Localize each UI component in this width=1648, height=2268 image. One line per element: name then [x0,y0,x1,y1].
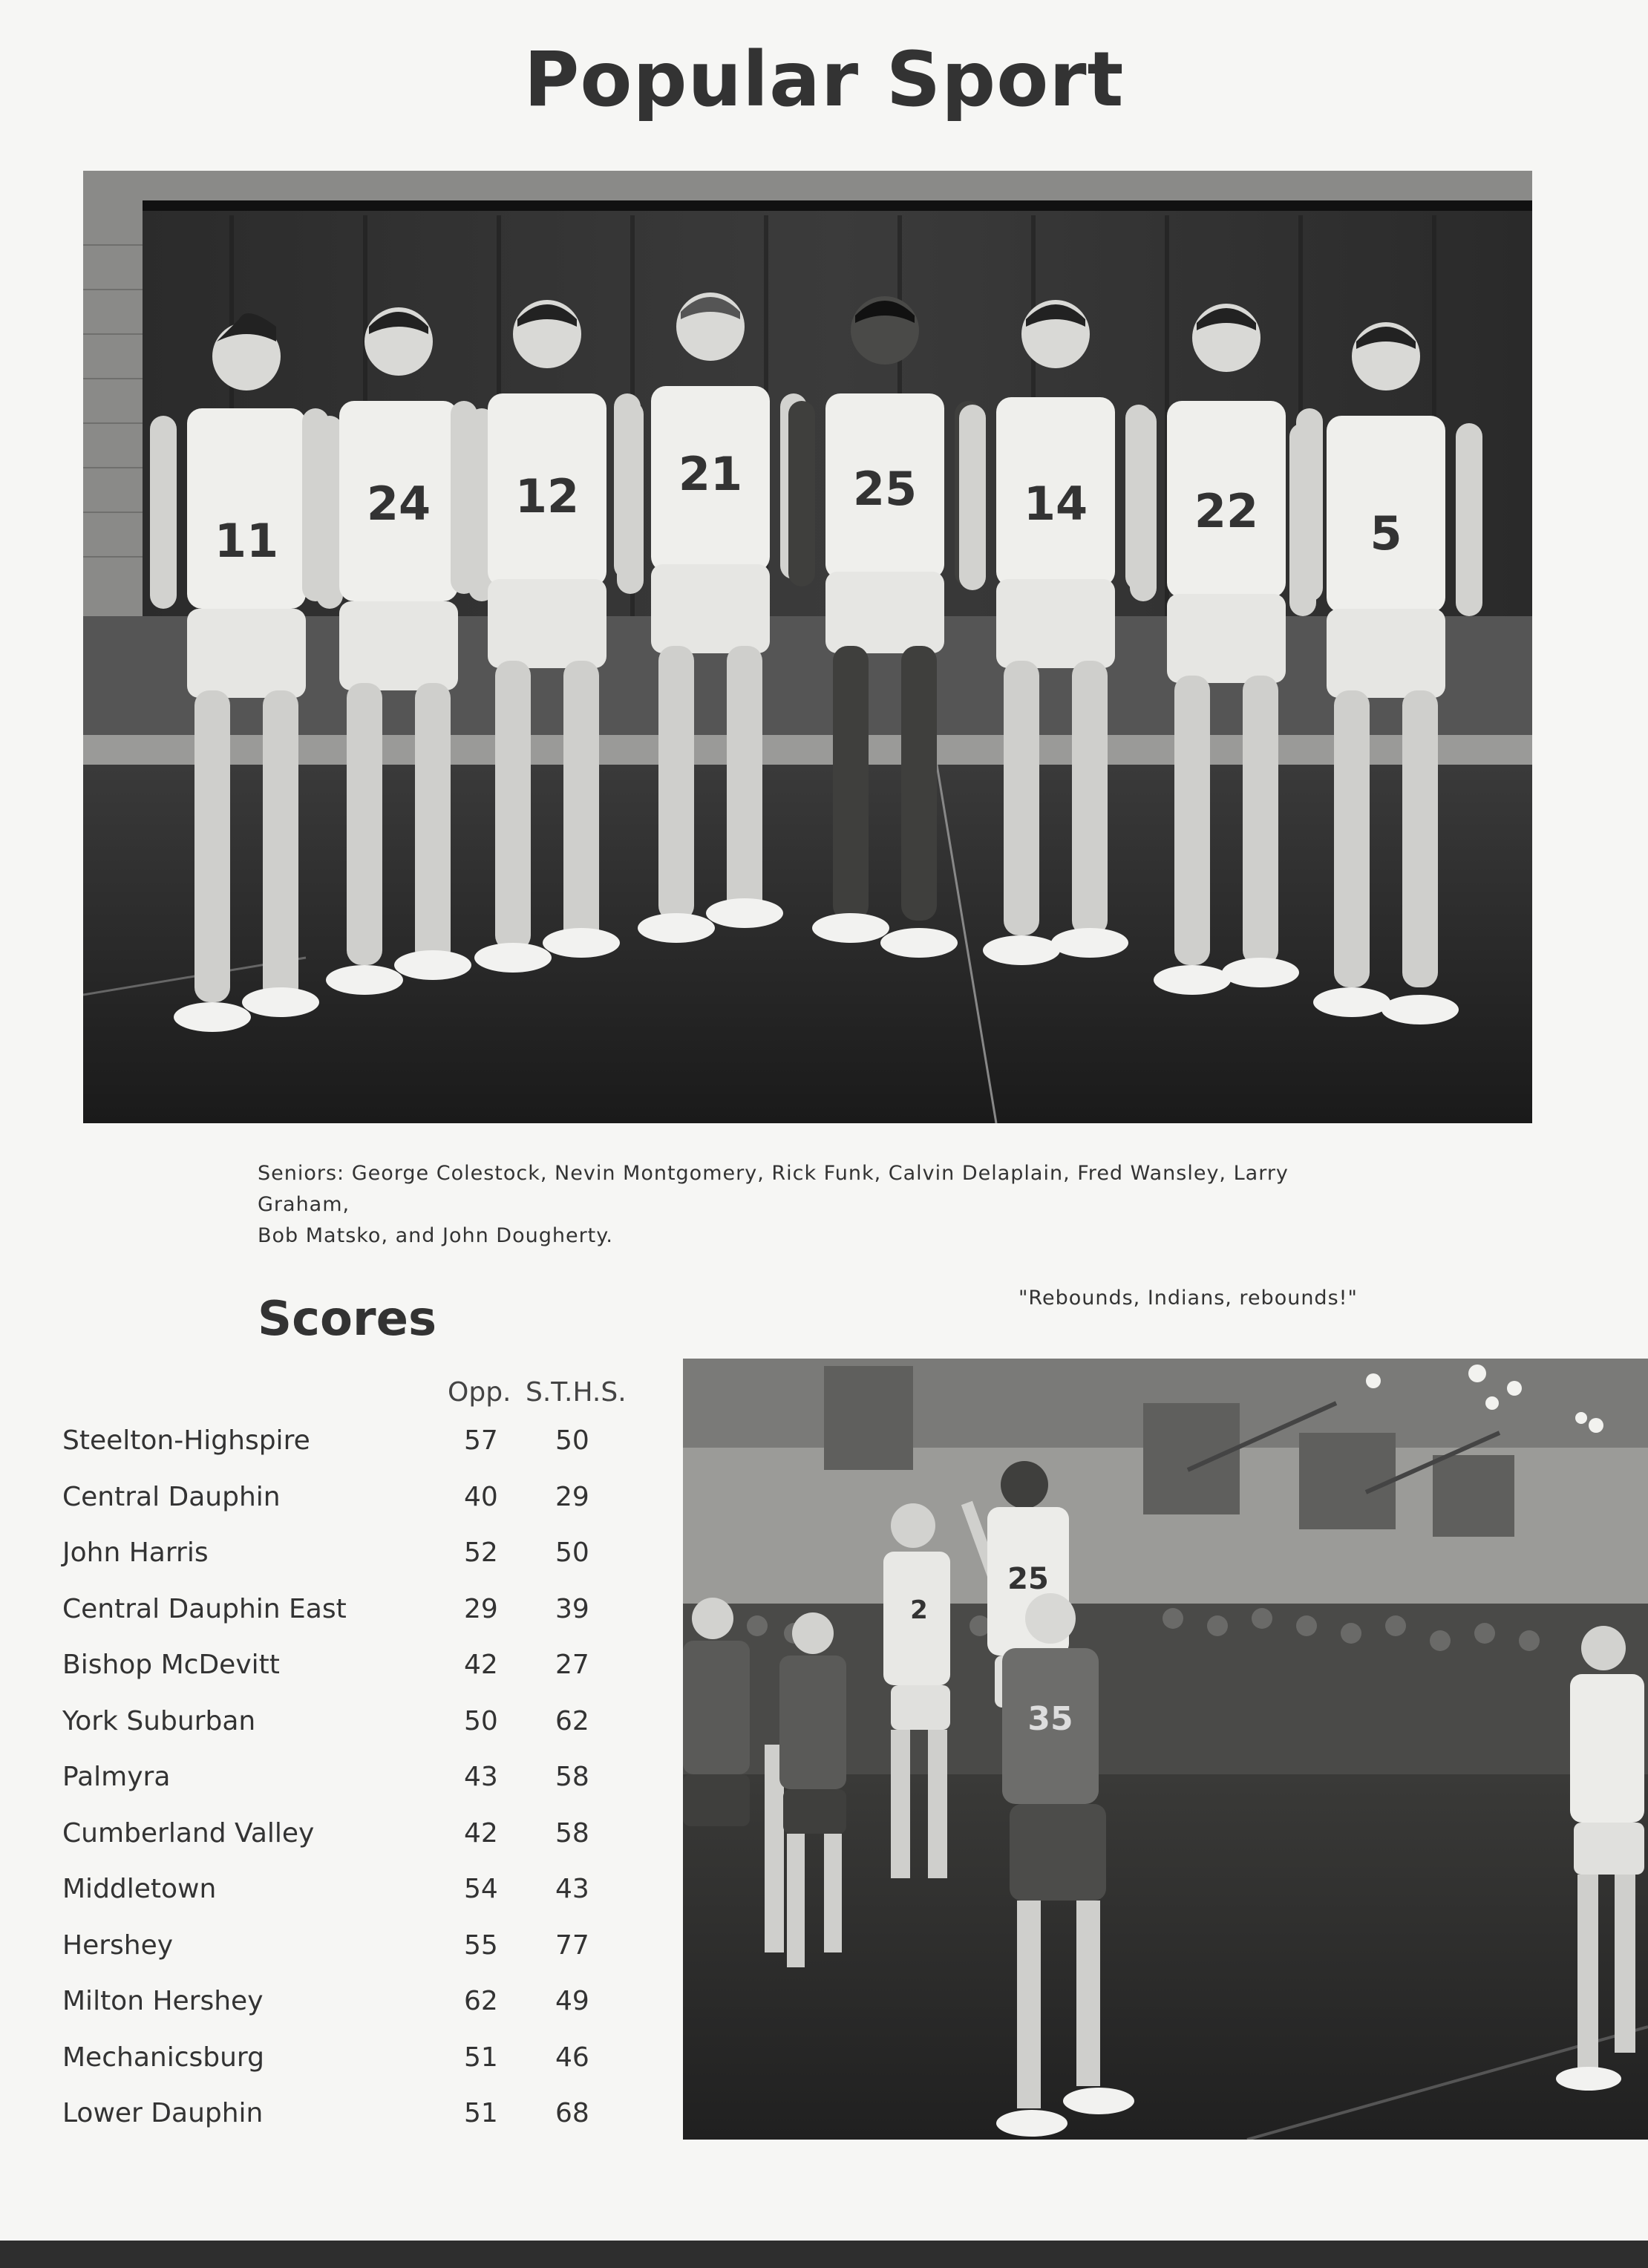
opponent-score: 62 [464,1986,498,2016]
sths-score: 77 [555,1930,589,1961]
sths-score: 50 [555,1537,589,1568]
opponent-name: Central Dauphin East [62,1594,347,1624]
opponent-score: 52 [464,1537,498,1568]
score-row [0,1482,668,1537]
score-row [0,1986,668,2042]
opp-column-header: Opp. [448,1377,511,1408]
opponent-name: Central Dauphin [62,1482,281,1512]
sths-score: 50 [555,1425,589,1456]
opponent-name: Middletown [62,1874,217,1904]
sths-score: 29 [555,1482,589,1512]
opponent-score: 40 [464,1482,498,1512]
action-photo-caption: "Rebounds, Indians, rebounds!" [1018,1287,1358,1310]
jersey-number: 25 [852,462,918,516]
opponent-score: 51 [464,2098,498,2128]
action-photo-graphic [683,1359,1648,2140]
opponent-name: York Suburban [62,1706,256,1736]
sths-score: 46 [555,2042,589,2073]
opponent-score: 43 [464,1762,498,1792]
opponent-name: John Harris [62,1537,209,1568]
jersey-number: 5 [1370,506,1402,561]
action-photo [683,1359,1648,2140]
sths-score: 27 [555,1650,589,1680]
opponent-name: Mechanicsburg [62,2042,264,2073]
jersey-number: 25 [1007,1562,1049,1596]
jersey-number: 22 [1194,484,1259,538]
opponent-score: 42 [464,1818,498,1849]
score-row [0,1650,668,1705]
team-photo [83,171,1532,1123]
sths-score: 49 [555,1986,589,2016]
opponent-name: Palmyra [62,1762,171,1792]
opponent-score: 42 [464,1650,498,1680]
sths-score: 58 [555,1818,589,1849]
opponent-score: 50 [464,1706,498,1736]
score-row [0,1594,668,1650]
opponent-score: 54 [464,1874,498,1904]
sths-score: 58 [555,1762,589,1792]
gym-floor [83,765,1532,1123]
opponent-name: Cumberland Valley [62,1818,315,1849]
jersey-number: 12 [514,469,580,523]
sths-score: 43 [555,1874,589,1904]
opponent-name: Steelton-Highspire [62,1425,310,1456]
score-row [0,1706,668,1762]
sths-score: 68 [555,2098,589,2128]
score-row [0,1930,668,1986]
jersey-number: 24 [366,477,431,531]
score-row [0,2042,668,2098]
caption-line-2: Bob Matsko, and John Dougherty. [258,1224,613,1247]
page-title: Popular Sport [523,36,1125,124]
sths-column-header: S.T.H.S. [526,1377,627,1408]
opponent-name: Lower Dauphin [62,2098,264,2128]
sths-score: 62 [555,1706,589,1736]
score-row [0,1874,668,1929]
jersey-number: 14 [1023,477,1088,531]
jersey-number: 11 [214,514,279,568]
opponent-score: 29 [464,1594,498,1624]
score-row [0,1425,668,1481]
team-photo-graphic [83,171,1532,1123]
jersey-number: 21 [678,447,743,501]
caption-line-1: Seniors: George Colestock, Nevin Montgomery, Rick Funk, Calvin Delaplain, Fred Wansley, Larry Graham, [258,1162,1289,1216]
photo-caption [258,1158,1386,1252]
jersey-number: 35 [1027,1700,1073,1738]
opponent-name: Hershey [62,1930,174,1961]
opponent-name: Bishop McDevitt [62,1650,280,1680]
jersey-number: 2 [910,1595,928,1625]
opponent-score: 57 [464,1425,498,1456]
opponent-score: 55 [464,1930,498,1961]
score-row [0,2098,668,2154]
sths-score: 39 [555,1594,589,1624]
page-bottom-edge [0,2241,1648,2268]
opponent-score: 51 [464,2042,498,2073]
opponent-name: Milton Hershey [62,1986,264,2016]
score-row [0,1818,668,1874]
scores-heading: Scores [258,1292,437,1347]
score-row [0,1537,668,1593]
score-row [0,1762,668,1817]
